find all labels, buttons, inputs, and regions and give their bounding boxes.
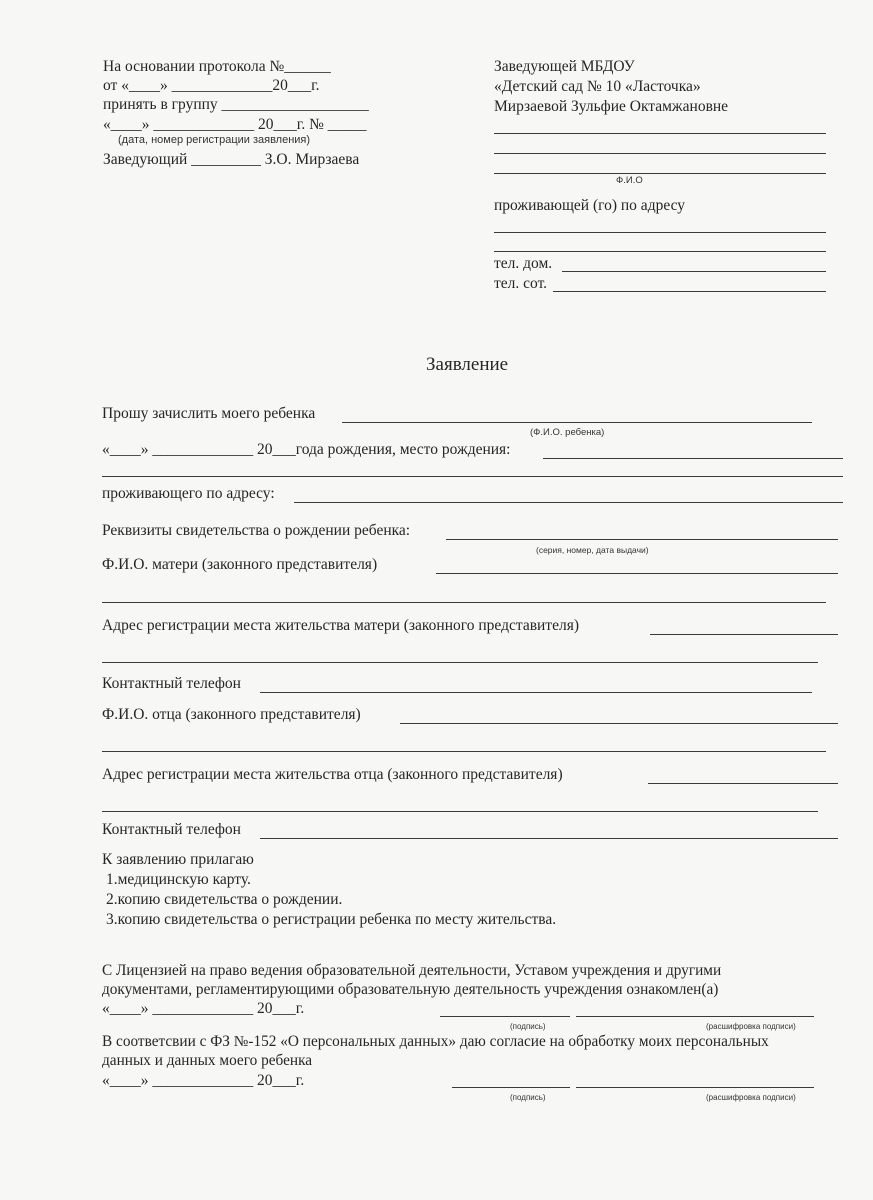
father-address-line-2[interactable] <box>102 811 818 812</box>
applicant-fio-line-1[interactable] <box>494 133 826 134</box>
child-address-label: проживающего по адресу: <box>102 485 275 502</box>
mobile-phone-label: тел. сот. <box>494 275 548 292</box>
home-phone-line[interactable] <box>562 271 826 272</box>
enroll-label: Прошу зачислить моего ребенка <box>102 405 316 422</box>
birth-line: «____» _____________ 20___года рождения, место рождения: <box>102 441 511 458</box>
signature-caption: (подпись) <box>510 1093 546 1102</box>
father-fio-line-1[interactable] <box>400 723 838 724</box>
page-title: Заявление <box>426 354 509 375</box>
consent-signature-line[interactable] <box>452 1087 570 1088</box>
father-phone-line[interactable] <box>260 838 838 839</box>
residing-label: проживающей (го) по адресу <box>494 197 686 214</box>
consent-decode-line[interactable] <box>576 1087 814 1088</box>
registration-caption: (дата, номер регистрации заявления) <box>118 134 311 146</box>
mother-fio-line-2[interactable] <box>102 602 826 603</box>
consent-date: «____» _____________ 20___г. <box>102 1072 305 1089</box>
attachment-item: 3.копию свидетельства о регистрации ребенка по месту жительства. <box>106 911 557 928</box>
father-fio-line-2[interactable] <box>102 751 826 752</box>
mother-address-line-2[interactable] <box>102 662 818 663</box>
attachment-item: 2.копию свидетельства о рождении. <box>106 891 343 908</box>
father-address-line-1[interactable] <box>648 783 838 784</box>
child-fio-line[interactable] <box>342 422 812 423</box>
license-date: «____» _____________ 20___г. <box>102 1000 305 1017</box>
addressee-line-3: Мирзаевой Зульфие Октамжановне <box>494 98 729 115</box>
consent-text-1: В соответсвии с ФЗ №-152 «О персональных данных» даю согласие на обработку моих персональных <box>102 1033 769 1050</box>
certificate-label: Реквизиты свидетельства о рождении ребенка: <box>102 522 411 539</box>
addressee-line-2: «Детский сад № 10 «Ласточка» <box>494 78 701 95</box>
decode-caption: (расшифровка подписи) <box>706 1093 796 1102</box>
license-text-2: документами, регламентирующими образовательную деятельность учреждения ознакомлен(а) <box>102 981 719 998</box>
father-phone-label: Контактный телефон <box>102 821 241 838</box>
protocol-line: На основании протокола №______ <box>103 58 331 75</box>
signature-caption: (подпись) <box>510 1022 546 1031</box>
fio-caption: Ф.И.О <box>616 175 643 186</box>
child-fio-caption: (Ф.И.О. ребенка) <box>530 427 605 438</box>
applicant-fio-line-3[interactable] <box>494 173 826 174</box>
birthplace-line-1[interactable] <box>543 458 843 459</box>
decode-caption: (расшифровка подписи) <box>706 1022 796 1031</box>
father-fio-label: Ф.И.О. отца (законного представителя) <box>102 706 361 723</box>
father-address-label: Адрес регистрации места жительства отца (законного представителя) <box>102 766 563 783</box>
certificate-line[interactable] <box>446 539 838 540</box>
mother-fio-label: Ф.И.О. матери (законного представителя) <box>102 556 378 573</box>
license-decode-line[interactable] <box>576 1016 814 1017</box>
applicant-fio-line-2[interactable] <box>494 153 826 154</box>
applicant-address-line-1[interactable] <box>494 232 826 233</box>
license-text-1: С Лицензией на право ведения образовательной деятельности, Уставом учреждения и другими <box>102 962 722 979</box>
certificate-caption: (серия, номер, дата выдачи) <box>536 545 649 555</box>
attachments-header: К заявлению прилагаю <box>102 851 254 868</box>
registration-line: «____» _____________ 20___г. № _____ <box>103 116 367 133</box>
head-signature-line: Заведующий _________ З.О. Мирзаева <box>103 151 360 168</box>
addressee-line-1: Заведующей МБДОУ <box>494 58 635 75</box>
mother-fio-line-1[interactable] <box>436 573 838 574</box>
protocol-date-line: от «____» _____________20___г. <box>103 77 320 94</box>
mother-address-line-1[interactable] <box>650 634 838 635</box>
consent-text-2: данных и данных моего ребенка <box>102 1052 313 1069</box>
applicant-address-line-2[interactable] <box>494 251 826 252</box>
child-address-line[interactable] <box>294 502 843 503</box>
mother-phone-line[interactable] <box>260 692 812 693</box>
home-phone-label: тел. дом. <box>494 255 553 272</box>
mother-address-label: Адрес регистрации места жительства матери (законного представителя) <box>102 617 579 634</box>
birthplace-line-2[interactable] <box>102 476 843 477</box>
license-signature-line[interactable] <box>440 1016 570 1017</box>
group-line: принять в группу ___________________ <box>103 96 369 113</box>
attachment-item: 1.медицинскую карту. <box>106 871 251 888</box>
mother-phone-label: Контактный телефон <box>102 675 241 692</box>
mobile-phone-line[interactable] <box>553 291 826 292</box>
